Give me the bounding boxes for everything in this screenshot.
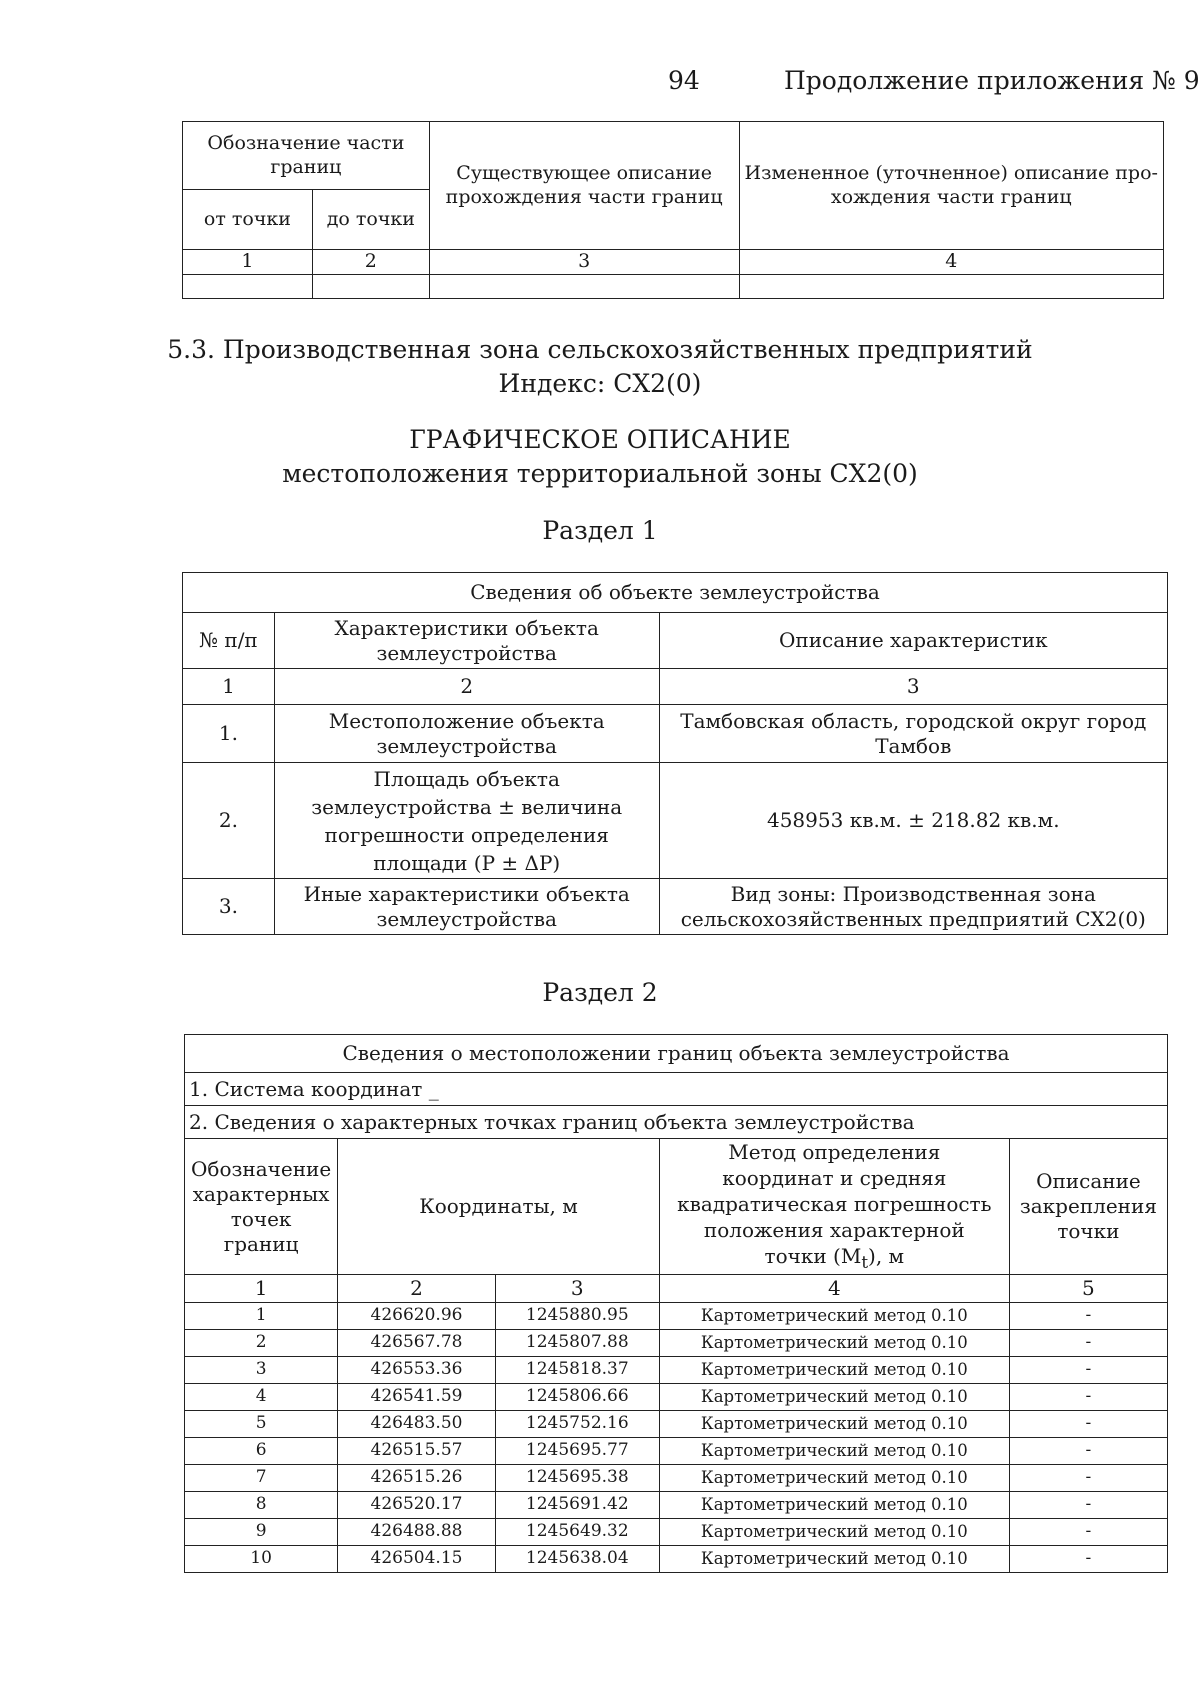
coord-y: 1245638.04 (495, 1546, 659, 1573)
column-number: 5 (1009, 1275, 1167, 1303)
table-row (185, 1546, 1168, 1573)
point-id: 7 (185, 1465, 338, 1492)
method: Картометрический метод 0.10 (659, 1303, 1009, 1330)
empty-cell (739, 274, 1164, 298)
coord-y: 1245752.16 (495, 1411, 659, 1438)
column-number: 1 (183, 669, 275, 705)
table-row (185, 1384, 1168, 1411)
empty-cell (312, 274, 429, 298)
point-id: 9 (185, 1519, 338, 1546)
method: Картометрический метод 0.10 (659, 1546, 1009, 1573)
point-id: 6 (185, 1438, 338, 1465)
point-id: 8 (185, 1492, 338, 1519)
fixation: - (1009, 1438, 1167, 1465)
page-number: 94 (668, 66, 700, 95)
column-number: 4 (739, 250, 1164, 275)
column-number: 3 (659, 669, 1167, 705)
method: Картометрический метод 0.10 (659, 1411, 1009, 1438)
header-characteristic: Характеристики объекта землеустройства (274, 613, 659, 669)
row-description: 458953 кв.м. ± 218.82 кв.м. (659, 763, 1167, 879)
empty-cell (429, 274, 739, 298)
points-caption: 2. Сведения о характерных точках границ объекта землеустройства (185, 1106, 1168, 1139)
point-id: 10 (185, 1546, 338, 1573)
row-number: 2. (183, 763, 275, 879)
coord-x: 426515.26 (338, 1465, 496, 1492)
point-id: 1 (185, 1303, 338, 1330)
to-point-header: до точки (312, 190, 429, 250)
empty-cell (183, 274, 313, 298)
table-row (185, 1465, 1168, 1492)
section2-title: Раздел 2 (542, 978, 658, 1007)
coord-y: 1245695.38 (495, 1465, 659, 1492)
coord-x: 426483.50 (338, 1411, 496, 1438)
header-number: № п/п (183, 613, 275, 669)
coord-x: 426553.36 (338, 1357, 496, 1384)
column-number: 4 (659, 1275, 1009, 1303)
method: Картометрический метод 0.10 (659, 1438, 1009, 1465)
column-number: 2 (312, 250, 429, 275)
header-coordinates: Координаты, м (338, 1139, 660, 1275)
header-description: Описание характеристик (659, 613, 1167, 669)
point-id: 4 (185, 1384, 338, 1411)
header-fixation: Описание закрепления точки (1009, 1139, 1167, 1275)
table-caption: Сведения о местоположении границ объекта землеустройства (185, 1035, 1168, 1073)
fixation: - (1009, 1330, 1167, 1357)
fixation: - (1009, 1303, 1167, 1330)
point-id: 3 (185, 1357, 338, 1384)
point-id: 5 (185, 1411, 338, 1438)
row-characteristic: Иные характеристики объекта землеустройства (274, 879, 659, 935)
coord-x: 426520.17 (338, 1492, 496, 1519)
changed-description-header: Измененное (уточненное) описание про-хождения части границ (739, 122, 1164, 250)
table-caption: Сведения об объекте землеустройства (183, 573, 1168, 613)
row-number: 3. (183, 879, 275, 935)
coord-x: 426488.88 (338, 1519, 496, 1546)
method: Картометрический метод 0.10 (659, 1465, 1009, 1492)
row-characteristic: Местоположение объекта землеустройства (274, 705, 659, 763)
appendix-label: Продолжение приложения № 9 (784, 66, 1200, 95)
column-number: 2 (338, 1275, 496, 1303)
row-description: Тамбовская область, городской округ город Тамбов (659, 705, 1167, 763)
table-row (183, 705, 1168, 763)
object-info-table (182, 572, 1168, 935)
column-number: 1 (185, 1275, 338, 1303)
boundary-change-table (182, 121, 1164, 299)
fixation: - (1009, 1519, 1167, 1546)
coord-x: 426515.57 (338, 1438, 496, 1465)
method: Картометрический метод 0.10 (659, 1384, 1009, 1411)
table-row (185, 1303, 1168, 1330)
row-characteristic: Площадь объекта землеустройства ± величина погрешности определения площади (P ± ΔP) (274, 763, 659, 879)
table-row (185, 1438, 1168, 1465)
existing-description-header: Существующее описание прохождения части границ (429, 122, 739, 250)
method: Картометрический метод 0.10 (659, 1357, 1009, 1384)
table-row (185, 1519, 1168, 1546)
table-row (185, 1357, 1168, 1384)
from-point-header: от точки (183, 190, 313, 250)
column-number: 3 (495, 1275, 659, 1303)
column-number: 2 (274, 669, 659, 705)
coord-y: 1245818.37 (495, 1357, 659, 1384)
coord-y: 1245649.32 (495, 1519, 659, 1546)
boundary-points-table (184, 1034, 1168, 1573)
column-number: 3 (429, 250, 739, 275)
table-row (183, 763, 1168, 879)
header-method: Метод определения координат и средняя квадратическая погрешность положения характерной точки $(M_t)$, м (659, 1139, 1009, 1275)
fixation: - (1009, 1357, 1167, 1384)
point-id: 2 (185, 1330, 338, 1357)
table-row (185, 1492, 1168, 1519)
method: Картометрический метод 0.10 (659, 1519, 1009, 1546)
table-row (185, 1330, 1168, 1357)
fixation: - (1009, 1411, 1167, 1438)
method: Картометрический метод 0.10 (659, 1492, 1009, 1519)
coord-x: 426541.59 (338, 1384, 496, 1411)
section1-title: Раздел 1 (542, 516, 658, 545)
coordinate-system: 1. Система координат _ (185, 1073, 1168, 1106)
zone-index: Индекс: СХ2(0) (498, 369, 702, 398)
graphic-description-title: ГРАФИЧЕСКОЕ ОПИСАНИЕ (409, 425, 791, 454)
coord-y: 1245880.95 (495, 1303, 659, 1330)
coord-x: 426567.78 (338, 1330, 496, 1357)
fixation: - (1009, 1492, 1167, 1519)
coord-y: 1245806.66 (495, 1384, 659, 1411)
coord-y: 1245695.77 (495, 1438, 659, 1465)
coord-x: 426504.15 (338, 1546, 496, 1573)
method: Картометрический метод 0.10 (659, 1330, 1009, 1357)
fixation: - (1009, 1384, 1167, 1411)
table-row (183, 879, 1168, 935)
coord-x: 426620.96 (338, 1303, 496, 1330)
boundary-part-header: Обозначение части границ (183, 122, 430, 190)
header-point-designation: Обозначение характерных точек границ (185, 1139, 338, 1275)
page-header (0, 66, 1200, 106)
column-number: 1 (183, 250, 313, 275)
table-row (185, 1411, 1168, 1438)
fixation: - (1009, 1546, 1167, 1573)
row-number: 1. (183, 705, 275, 763)
coord-y: 1245807.88 (495, 1330, 659, 1357)
coord-y: 1245691.42 (495, 1492, 659, 1519)
fixation: - (1009, 1465, 1167, 1492)
graphic-description-subtitle: местоположения территориальной зоны СХ2(0) (282, 459, 918, 488)
row-description: Вид зоны: Производственная зона сельскохозяйственных предприятий СХ2(0) (659, 879, 1167, 935)
zone-title: 5.3. Производственная зона сельскохозяйственных предприятий (167, 335, 1033, 364)
